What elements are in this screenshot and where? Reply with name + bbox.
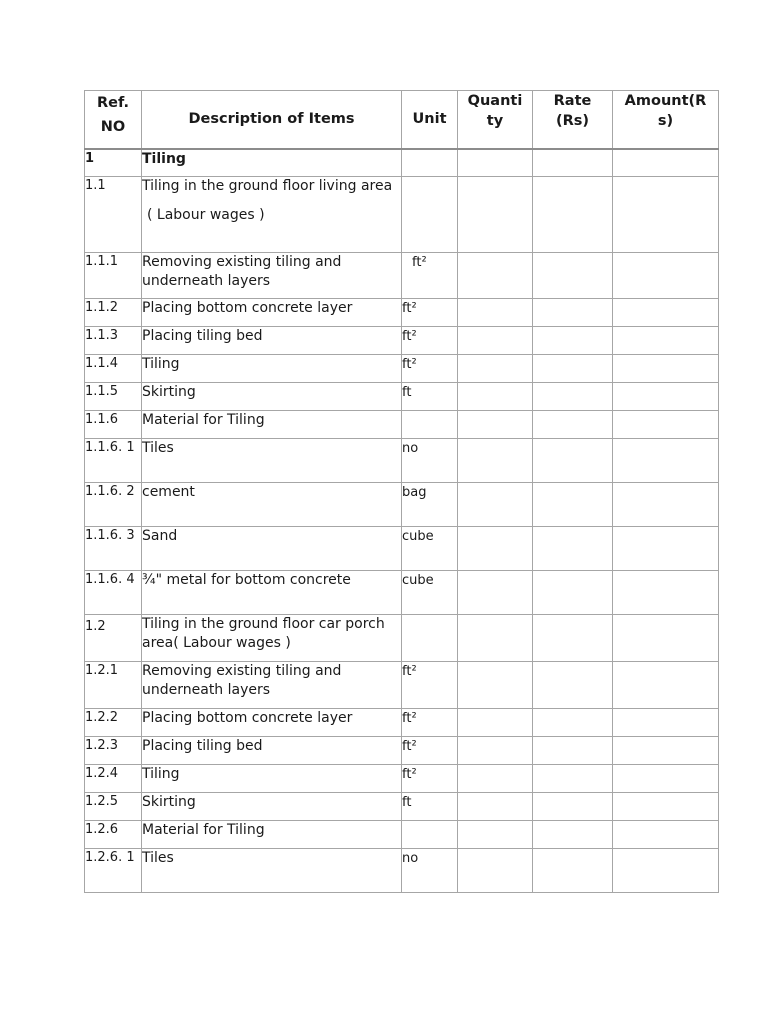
- cell-ref: 1.1: [85, 176, 142, 252]
- cell-unit: [402, 176, 458, 252]
- table-row: [85, 820, 719, 848]
- header-description: Description of Items: [142, 91, 402, 150]
- cell-amount: [613, 176, 719, 252]
- cell-quantity: [458, 614, 533, 661]
- cell-description: [142, 438, 402, 482]
- cell-amount: [613, 708, 719, 736]
- table-row: [85, 382, 719, 410]
- cell-quantity: [458, 438, 533, 482]
- cell-amount: [613, 326, 719, 354]
- table-row: [85, 661, 719, 708]
- cell-ref: 1.2.4: [85, 764, 142, 792]
- cell-unit: cube: [402, 570, 458, 614]
- description-text: Placing tiling bed: [142, 737, 263, 754]
- cell-quantity: [458, 298, 533, 326]
- cell-quantity: [458, 848, 533, 892]
- cell-quantity: [458, 482, 533, 526]
- cell-unit: ft²: [402, 736, 458, 764]
- cell-description: [142, 614, 402, 661]
- description-text: Skirting: [142, 793, 196, 810]
- cell-quantity: [458, 736, 533, 764]
- cell-ref: 1.1.6. 3: [85, 526, 142, 570]
- description-text: Placing bottom concrete layer: [142, 299, 353, 316]
- cell-quantity: [458, 661, 533, 708]
- cell-unit: ft: [402, 382, 458, 410]
- cell-rate: [533, 764, 613, 792]
- cell-ref: 1.1.6. 1: [85, 438, 142, 482]
- cell-amount: [613, 298, 719, 326]
- cell-description: [142, 149, 402, 176]
- table-row: [85, 149, 719, 176]
- cell-description: [142, 252, 402, 298]
- description-text: cement: [142, 483, 195, 500]
- description-text: Tiling in the ground floor car porch area( Labour wages ): [142, 615, 385, 651]
- table-row: [85, 354, 719, 382]
- cell-rate: [533, 438, 613, 482]
- table-row: [85, 326, 719, 354]
- cell-ref: 1.2.6. 1: [85, 848, 142, 892]
- cell-unit: bag: [402, 482, 458, 526]
- description-text: Material for Tiling: [142, 411, 265, 428]
- table-row: [85, 792, 719, 820]
- description-text: Tiling: [142, 765, 180, 782]
- cell-rate: [533, 570, 613, 614]
- cell-ref: 1.1.1: [85, 252, 142, 298]
- cell-description: [142, 382, 402, 410]
- table-row: [85, 438, 719, 482]
- table-row: [85, 526, 719, 570]
- table-row: [85, 482, 719, 526]
- cell-rate: [533, 526, 613, 570]
- header-quantity: Quanti ty: [458, 91, 533, 150]
- description-text: ¾" metal for bottom concrete: [142, 571, 351, 588]
- cell-description: [142, 764, 402, 792]
- cell-rate: [533, 410, 613, 438]
- cell-quantity: [458, 326, 533, 354]
- cell-quantity: [458, 410, 533, 438]
- cell-rate: [533, 354, 613, 382]
- cell-ref: 1.1.6: [85, 410, 142, 438]
- cell-quantity: [458, 792, 533, 820]
- cell-quantity: [458, 764, 533, 792]
- cell-quantity: [458, 708, 533, 736]
- cell-description: [142, 820, 402, 848]
- cell-unit: [402, 820, 458, 848]
- cell-description: [142, 570, 402, 614]
- cell-amount: [613, 764, 719, 792]
- cell-unit: ft²: [402, 354, 458, 382]
- cell-description: [142, 298, 402, 326]
- cell-amount: [613, 438, 719, 482]
- cell-quantity: [458, 354, 533, 382]
- cell-rate: [533, 708, 613, 736]
- cell-description: [142, 708, 402, 736]
- cell-unit: ft²: [402, 326, 458, 354]
- table-body: [85, 149, 719, 892]
- cell-unit: [402, 410, 458, 438]
- cell-rate: [533, 298, 613, 326]
- description-text: Placing tiling bed: [142, 327, 263, 344]
- cell-description: [142, 661, 402, 708]
- header-unit: Unit: [402, 91, 458, 150]
- header-amount: Amount(R s): [613, 91, 719, 150]
- description-text: Skirting: [142, 383, 196, 400]
- cell-unit: no: [402, 848, 458, 892]
- description-note: ( Labour wages ): [147, 206, 265, 223]
- cell-amount: [613, 526, 719, 570]
- table-row: [85, 176, 719, 252]
- cell-rate: [533, 252, 613, 298]
- cell-amount: [613, 848, 719, 892]
- bill-of-quantities-table: [84, 90, 719, 893]
- cell-amount: [613, 482, 719, 526]
- cell-rate: [533, 326, 613, 354]
- cell-description: [142, 354, 402, 382]
- table-row: [85, 298, 719, 326]
- cell-ref: 1.1.6. 2: [85, 482, 142, 526]
- description-text: Tiles: [142, 439, 174, 456]
- table-row: [85, 614, 719, 661]
- cell-ref: 1.2.6: [85, 820, 142, 848]
- cell-ref: 1.2.5: [85, 792, 142, 820]
- table-row: [85, 764, 719, 792]
- cell-unit: cube: [402, 526, 458, 570]
- cell-unit: ft²: [402, 661, 458, 708]
- cell-amount: [613, 820, 719, 848]
- cell-amount: [613, 661, 719, 708]
- cell-amount: [613, 736, 719, 764]
- description-text: Sand: [142, 527, 178, 544]
- table-row: [85, 736, 719, 764]
- cell-description: [142, 736, 402, 764]
- header-ref: Ref. NO: [85, 91, 142, 150]
- cell-description: [142, 526, 402, 570]
- table-row: [85, 410, 719, 438]
- cell-description: [142, 410, 402, 438]
- cell-unit: no: [402, 438, 458, 482]
- cell-rate: [533, 848, 613, 892]
- cell-amount: [613, 614, 719, 661]
- cell-ref: 1.1.5: [85, 382, 142, 410]
- cell-amount: [613, 792, 719, 820]
- cell-quantity: [458, 820, 533, 848]
- cell-ref: 1.1.6. 4: [85, 570, 142, 614]
- cell-quantity: [458, 176, 533, 252]
- cell-description: [142, 792, 402, 820]
- cell-amount: [613, 252, 719, 298]
- cell-unit: [402, 149, 458, 176]
- cell-amount: [613, 354, 719, 382]
- cell-rate: [533, 482, 613, 526]
- table-row: [85, 848, 719, 892]
- cell-ref: 1.2.3: [85, 736, 142, 764]
- cell-description: [142, 326, 402, 354]
- cell-description: [142, 176, 402, 252]
- cell-quantity: [458, 382, 533, 410]
- description-text: Tiling: [142, 151, 186, 167]
- cell-ref: 1.1.3: [85, 326, 142, 354]
- description-text: Tiling in the ground floor living area: [142, 177, 393, 194]
- cell-unit: ft: [402, 792, 458, 820]
- description-text: Tiles: [142, 849, 174, 866]
- cell-unit: ft²: [402, 708, 458, 736]
- cell-ref: 1.1.2: [85, 298, 142, 326]
- table-row: [85, 252, 719, 298]
- cell-rate: [533, 382, 613, 410]
- header-row: [85, 91, 719, 150]
- cell-rate: [533, 820, 613, 848]
- cell-quantity: [458, 252, 533, 298]
- cell-quantity: [458, 570, 533, 614]
- cell-ref: 1: [85, 149, 142, 176]
- cell-rate: [533, 661, 613, 708]
- cell-amount: [613, 382, 719, 410]
- cell-amount: [613, 149, 719, 176]
- table-row: [85, 570, 719, 614]
- cell-quantity: [458, 149, 533, 176]
- table-row: [85, 708, 719, 736]
- cell-quantity: [458, 526, 533, 570]
- description-text: Placing bottom concrete layer: [142, 709, 353, 726]
- description-text: Removing existing tiling and underneath layers: [142, 253, 342, 289]
- cell-rate: [533, 614, 613, 661]
- description-text: Tiling: [142, 355, 180, 372]
- cell-ref: 1.2.2: [85, 708, 142, 736]
- cell-rate: [533, 792, 613, 820]
- description-text: Removing existing tiling and underneath layers: [142, 662, 342, 698]
- cell-amount: [613, 570, 719, 614]
- cell-description: [142, 848, 402, 892]
- cell-rate: [533, 736, 613, 764]
- cell-ref: 1.2: [85, 614, 142, 661]
- header-rate: Rate (Rs): [533, 91, 613, 150]
- description-text: Material for Tiling: [142, 821, 265, 838]
- cell-unit: ft²: [402, 764, 458, 792]
- cell-description: [142, 482, 402, 526]
- cell-amount: [613, 410, 719, 438]
- cell-unit: ft²: [402, 252, 458, 298]
- cell-rate: [533, 149, 613, 176]
- cell-ref: 1.1.4: [85, 354, 142, 382]
- cell-ref: 1.2.1: [85, 661, 142, 708]
- cell-unit: [402, 614, 458, 661]
- cell-rate: [533, 176, 613, 252]
- cell-unit: ft²: [402, 298, 458, 326]
